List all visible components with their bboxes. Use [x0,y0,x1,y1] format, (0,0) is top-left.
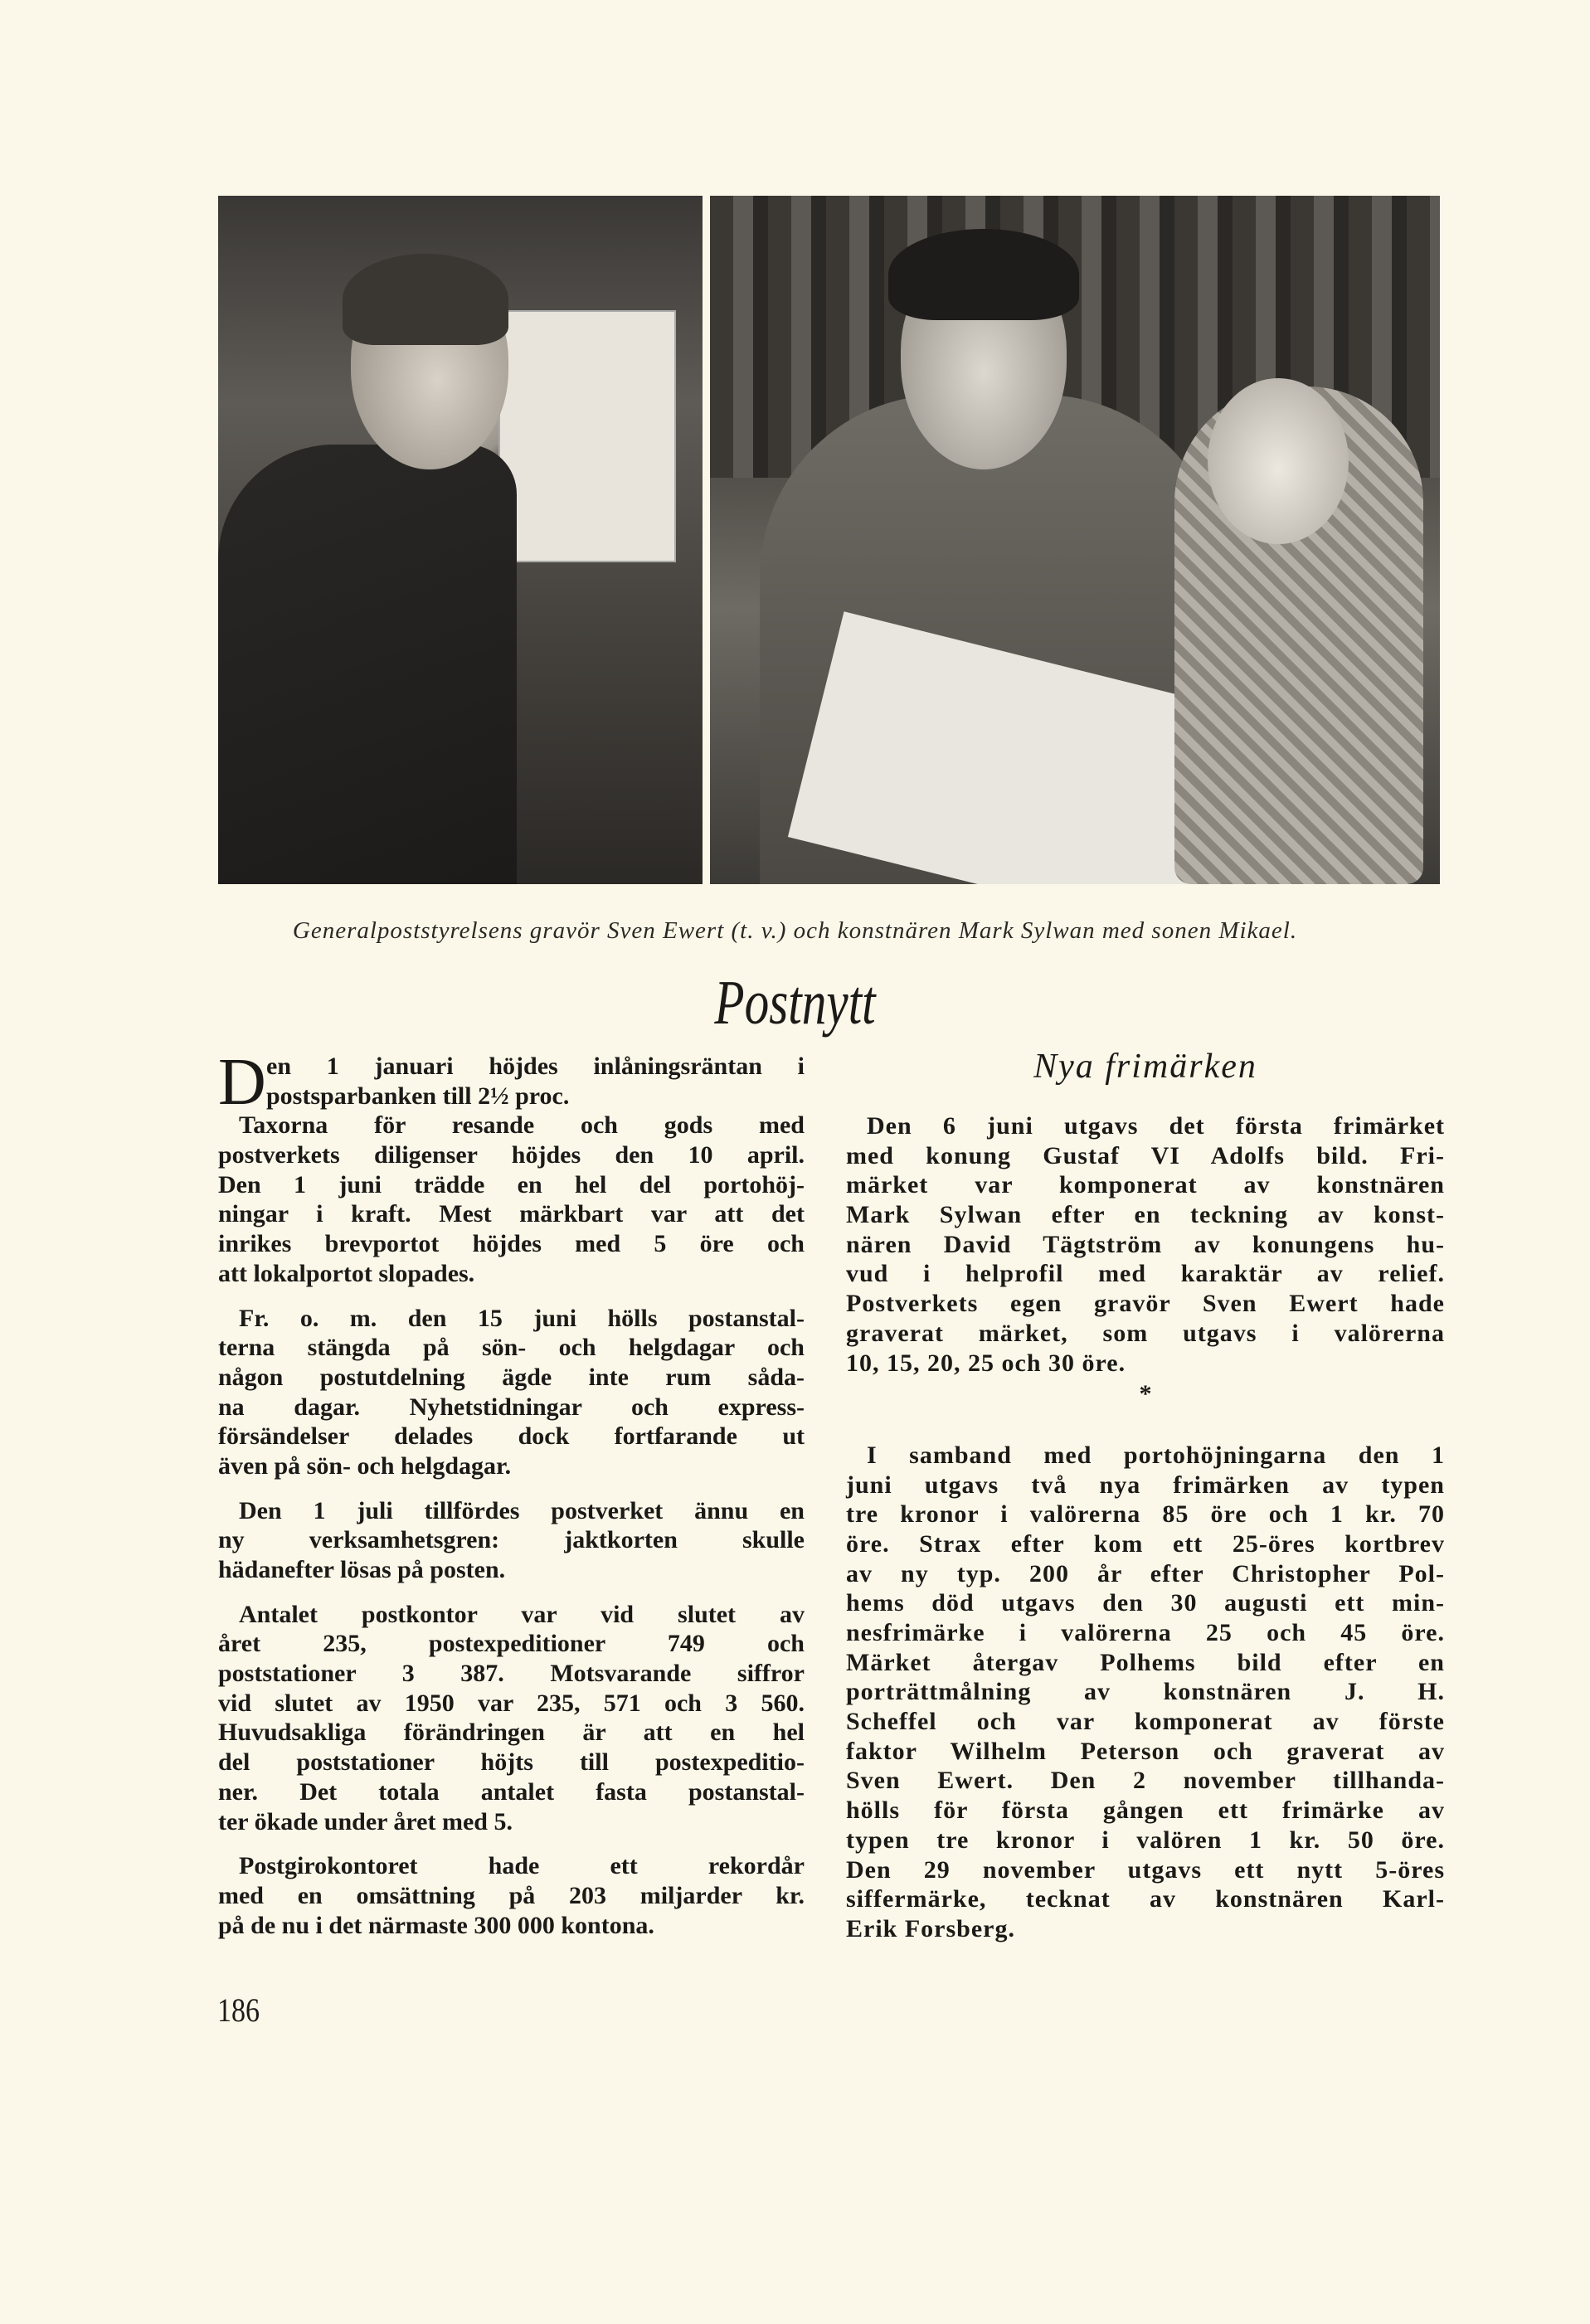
text-line: på de nu i det närmaste 300 000 kontona. [218,1911,654,1939]
text-line: ner. Det totala antalet fasta postanstal- [218,1777,805,1806]
text-line: Fr. o. m. den 15 juni hölls postanstal- [239,1304,805,1332]
text-line: faktor Wilhelm Peterson och graverat av [846,1737,1445,1765]
text-line: med konung Gustaf VI Adolfs bild. Fri- [846,1141,1445,1169]
text-line: att lokalportot slopades. [218,1259,475,1287]
text-line: Huvudsakliga förändringen är att en hel [218,1719,805,1747]
text-line: siffermärke, tecknat av konstnären Karl- [846,1885,1445,1913]
text-line: även på sön- och helgdagar. [218,1451,512,1480]
photo-artist-mark-sylwan [710,196,1440,884]
paragraph [846,1441,1445,1944]
text-line: I samband med portohöjningarna den 1 [867,1441,1445,1469]
figure-body [218,445,517,884]
photo-engraver-sven-ewert [218,196,703,884]
paragraph [218,1046,805,1119]
text-line: tre kronor i valörerna 85 öre och 1 kr. 70 [846,1500,1445,1529]
text-line: graverat märket, som utgavs i valörerna [846,1319,1445,1347]
page-title: Postnytt [714,968,876,1038]
text-line: hölls för första gången ett frimärke av [846,1796,1445,1825]
drop-cap: D [218,1046,266,1119]
text-line: ter ökade under året med 5. [218,1807,513,1835]
figure-hair [343,254,508,345]
text-line: juni utgavs två nya frimärken av typen [846,1471,1445,1499]
paragraph [218,1851,805,1940]
text-line: vid slutet av 1950 var 235, 571 och 3 560. [218,1689,805,1717]
text-line: vud i helprofil med karaktär av relief. [846,1260,1445,1288]
text-line: märket var komponerat av konstnären [846,1171,1445,1199]
paragraph [846,1111,1445,1378]
paragraph [218,1304,805,1481]
text-line: Taxorna för resande och gods med [239,1111,805,1140]
text-line: av ny typ. 200 år efter Christopher Pol- [846,1559,1445,1587]
text-line: na dagar. Nyhetstidningar och express- [218,1393,805,1421]
section-heading: Nya frimärken [1033,1048,1257,1086]
text-line: porträttmålning av konstnären J. H. [846,1678,1445,1706]
text-line: postsparbanken till 2½ proc. [266,1082,570,1110]
text-line: Sven Ewert. Den 2 november tillhanda- [846,1767,1445,1795]
text-line: året 235, postexpeditioner 749 och [218,1630,805,1658]
text-line: Den 1 juni trädde en hel del portohöj- [218,1170,805,1198]
text-line: försändelser delades dock fortfarande ut [218,1422,805,1451]
separator-star: * [1139,1380,1152,1408]
text-line: Erik Forsberg. [846,1914,1015,1942]
text-line: Scheffel och var komponerat av förste [846,1708,1445,1736]
text-line: ningar i kraft. Mest märkbart var att det [218,1200,805,1228]
text-line: terna stängda på sön- och helgdagar och [218,1334,805,1362]
text-line: Postgirokontoret hade ett rekordår [239,1852,805,1880]
text-line: någon postutdelning ägde inte rum såda- [218,1363,805,1391]
text-line: del poststationer höjts till postexpeditio- [218,1748,805,1777]
text-line: nären David Tägtström av konungens hu- [846,1230,1445,1258]
text-line: Den 6 juni utgavs det första frimärket [867,1112,1445,1140]
text-line: hädanefter lösas på posten. [218,1556,506,1583]
text-line: postverkets diligenser höjdes den 10 april. [218,1141,805,1169]
text-line: en 1 januari höjdes inlåningsräntan i [266,1053,805,1080]
child-head [1208,378,1349,544]
text-line: inrikes brevportot höjdes med 5 öre och [218,1230,805,1258]
figure-hair [888,229,1079,320]
text-line: poststationer 3 387. Motsvarande siffror [218,1660,805,1688]
right-column [846,1111,1445,1959]
text-line: Märket återgav Polhems bild efter en [846,1648,1445,1676]
text-line: 10, 15, 20, 25 och 30 öre. [846,1349,1126,1377]
text-line: ny verksamhetsgren: jaktkorten skulle [218,1526,805,1554]
text-line: typen tre kronor i valören 1 kr. 50 öre. [846,1826,1445,1854]
drawing-board [500,312,674,561]
photo-caption: Generalpoststyrelsens gravör Sven Ewert (t. v.) och konstnären Mark Sylwan med sonen Mikael. [292,917,1298,944]
left-column [218,1046,805,1955]
paragraph [218,1496,805,1585]
paragraph [218,1111,805,1288]
text-line: Mark Sylwan efter en teckning av konst- [846,1201,1445,1229]
text-line: Den 1 juli tillfördes postverket ännu en [239,1496,805,1524]
text-line: öre. Strax efter kom ett 25-öres kortbrev [846,1529,1445,1558]
text-line: med en omsättning på 203 miljarder kr. [218,1881,805,1909]
text-line: hems död utgavs den 30 augusti ett min- [846,1589,1445,1617]
text-line: Postverkets egen gravör Sven Ewert hade [846,1290,1445,1318]
text-line: Antalet postkontor var vid slutet av [239,1600,805,1628]
page-number: 186 [217,1991,260,2029]
paragraph [218,1600,805,1837]
text-line: Den 29 november utgavs ett nytt 5-öres [846,1855,1445,1884]
text-line: nesfrimärke i valörerna 25 och 45 öre. [846,1619,1445,1646]
